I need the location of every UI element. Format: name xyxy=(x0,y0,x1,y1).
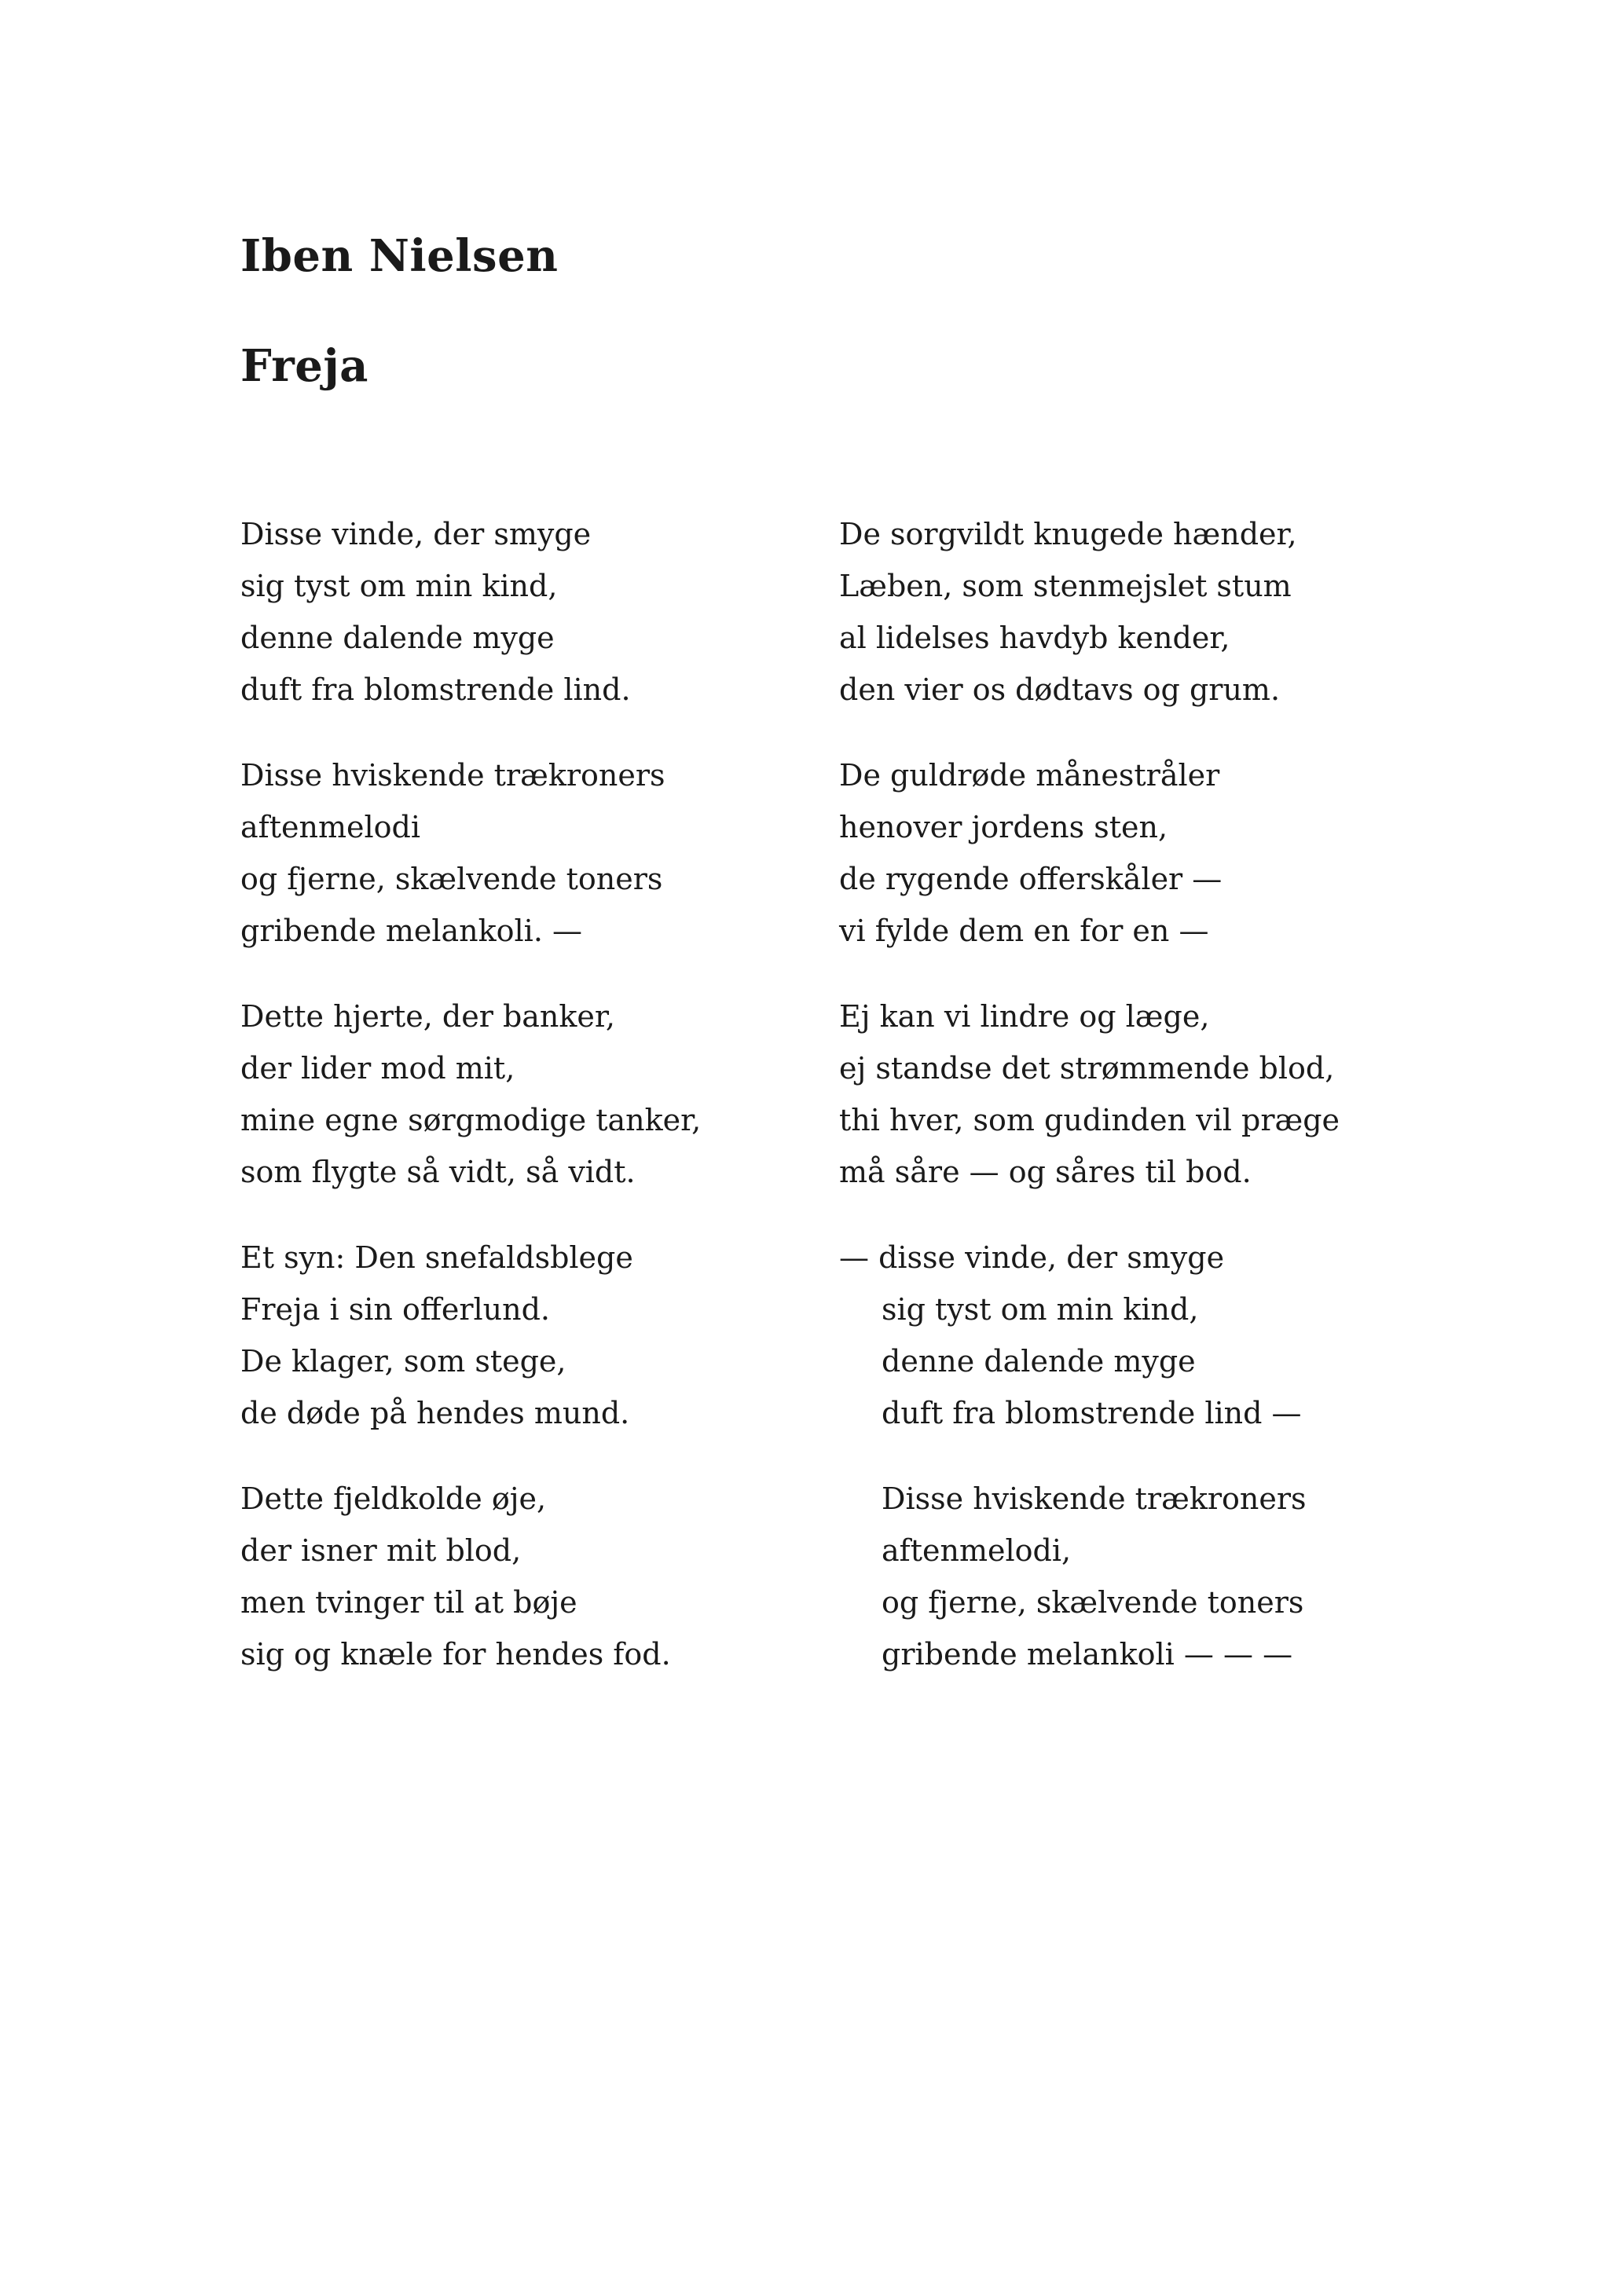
stanza xyxy=(839,508,1421,716)
verse-line: og fjerne, skælvende toners xyxy=(882,1585,1304,1620)
verse-line: aftenmelodi xyxy=(240,810,420,844)
verse-line: ej standse det strømmende blod, xyxy=(839,1051,1335,1086)
verse-line: den vier os dødtavs og grum. xyxy=(839,672,1281,707)
verse-line: Disse hviskende trækroners xyxy=(882,1481,1307,1516)
verse-line: thi hver, som gudinden vil præge xyxy=(839,1103,1340,1137)
stanza xyxy=(839,749,1421,957)
stanza xyxy=(839,991,1421,1198)
verse-line: Et syn: Den snefaldsblege xyxy=(240,1240,633,1275)
verse-line: må såre — og såres til bod. xyxy=(839,1155,1252,1189)
verse-line: sig og knæle for hendes fod. xyxy=(240,1637,671,1672)
verse-line: duft fra blomstrende lind. xyxy=(240,672,631,707)
poem-title: Freja xyxy=(240,340,368,392)
verse-line: gribende melankoli. — xyxy=(240,914,582,948)
verse-line: sig tyst om min kind, xyxy=(882,1292,1199,1327)
verse-line: gribende melankoli — — — xyxy=(882,1637,1293,1672)
verse-line: denne dalende myge xyxy=(240,621,555,655)
verse-line: der lider mod mit, xyxy=(240,1051,515,1086)
verse-line: Dette hjerte, der banker, xyxy=(240,999,615,1034)
verse-line: henover jordens sten, xyxy=(839,810,1168,844)
verse-line: De klager, som stege, xyxy=(240,1344,566,1379)
verse-line: som flygte så vidt, så vidt. xyxy=(240,1155,636,1189)
verse-line: Freja i sin offerlund. xyxy=(240,1292,551,1327)
verse-line: al lidelses havdyb kender, xyxy=(839,621,1230,655)
verse-line: aftenmelodi, xyxy=(882,1533,1072,1568)
verse-line: og fjerne, skælvende toners xyxy=(240,862,663,896)
stanza xyxy=(240,1232,822,1439)
verse-line: Dette fjeldkolde øje, xyxy=(240,1481,547,1516)
verse-line: Ej kan vi lindre og læge, xyxy=(839,999,1210,1034)
verse-line: De guldrøde månestråler xyxy=(839,758,1220,793)
verse-line: duft fra blomstrende lind — xyxy=(882,1396,1302,1430)
stanza xyxy=(240,1473,822,1680)
stanza xyxy=(240,749,822,957)
stanza xyxy=(839,1232,1421,1439)
stanza xyxy=(240,991,822,1198)
verse-line: Disse hviskende trækroners xyxy=(240,758,665,793)
verse-line: vi fylde dem en for en — xyxy=(839,914,1209,948)
verse-line: — disse vinde, der smyge xyxy=(839,1240,1225,1275)
verse-line: sig tyst om min kind, xyxy=(240,569,558,603)
verse-line: Læben, som stenmejslet stum xyxy=(839,569,1292,603)
verse-line: mine egne sørgmodige tanker, xyxy=(240,1103,702,1137)
verse-line: De sorgvildt knugede hænder, xyxy=(839,517,1297,551)
verse-line: Disse vinde, der smyge xyxy=(240,517,592,551)
poem-column-left xyxy=(240,508,822,1680)
verse-line: men tvinger til at bøje xyxy=(240,1585,577,1620)
stanza xyxy=(839,1473,1421,1680)
stanza xyxy=(240,508,822,716)
verse-line: der isner mit blod, xyxy=(240,1533,522,1568)
author-name: Iben Nielsen xyxy=(240,230,559,282)
verse-line: denne dalende myge xyxy=(882,1344,1196,1379)
verse-line: de døde på hendes mund. xyxy=(240,1396,630,1430)
verse-line: de rygende offerskåler — xyxy=(839,862,1223,896)
poem-column-right xyxy=(839,508,1421,1680)
